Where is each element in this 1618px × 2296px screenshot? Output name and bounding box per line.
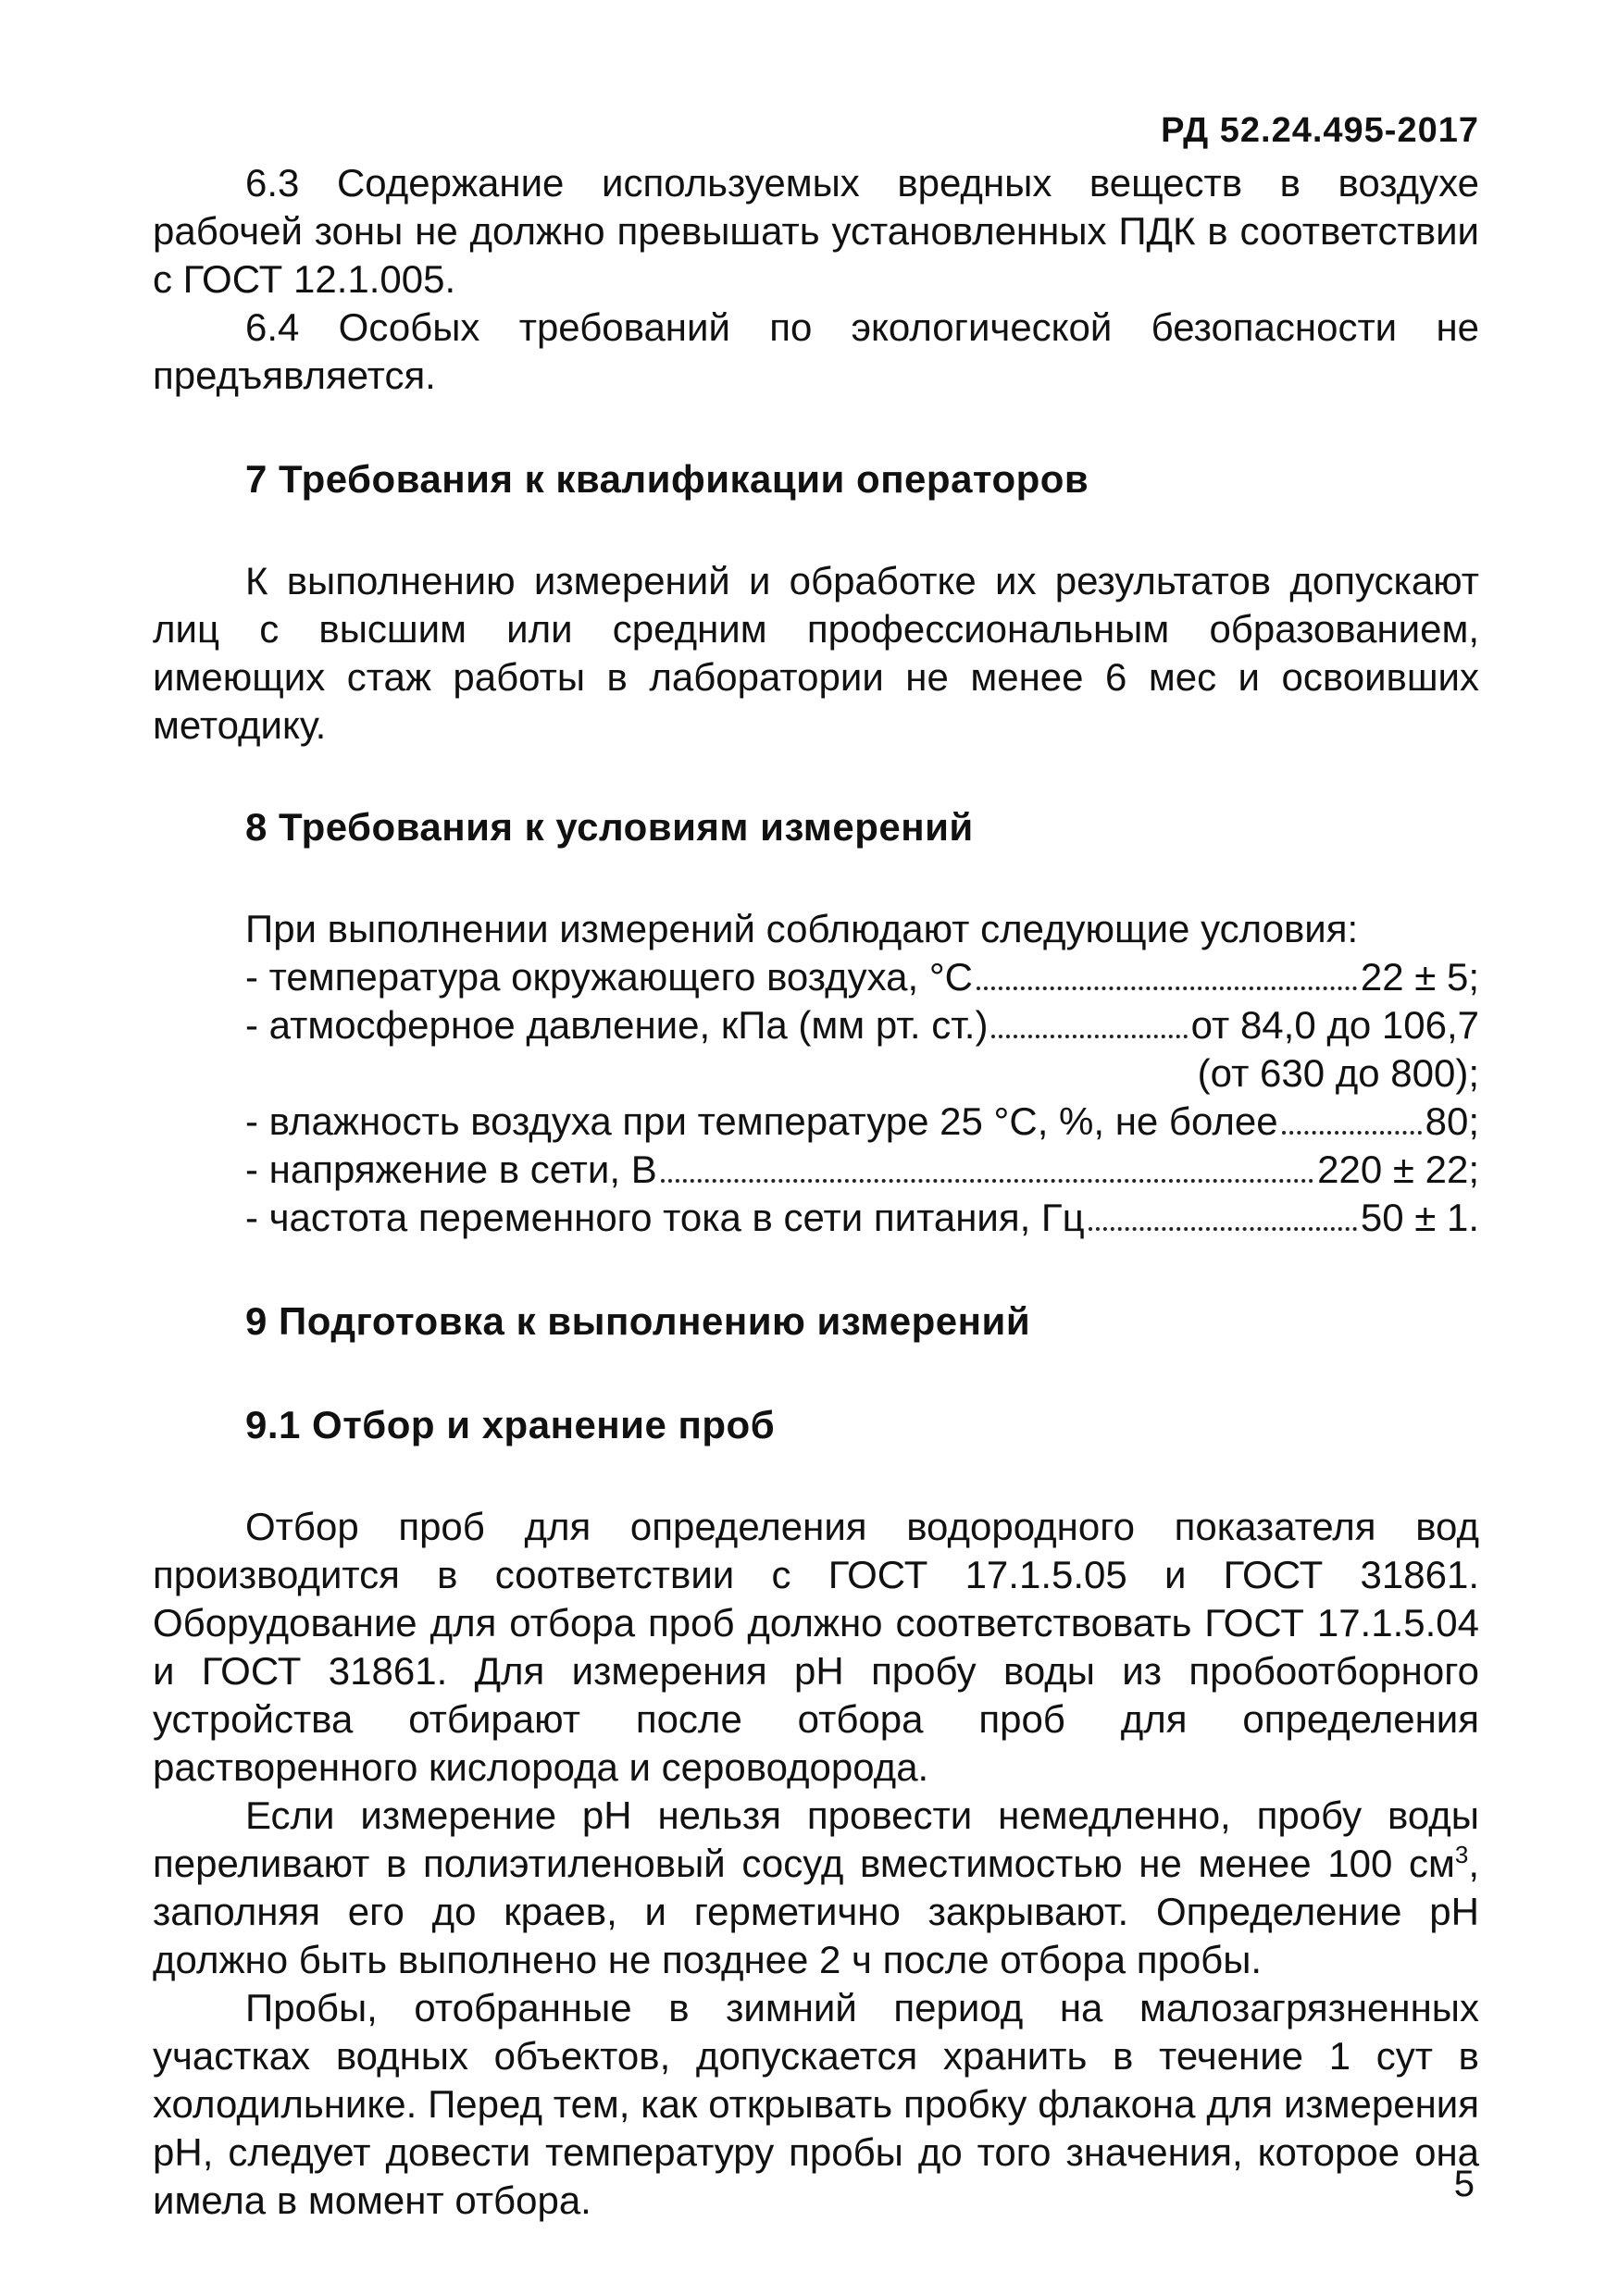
condition-label: - температура окружающего воздуха, °С [245,955,974,999]
condition-pressure-mmhg: (от 630 до 800); [1197,1051,1479,1095]
condition-label: - напряжение в сети, В [245,1148,657,1191]
condition-label: - атмосферное давление, кПа (мм рт. ст.) [245,1003,989,1047]
superscript: 3 [1454,1841,1469,1868]
section-8-title: 8 Требования к условиям измерений [245,805,974,849]
section-7-title: 7 Требования к квалификации операторов [245,457,1089,501]
section-9-1-paragraph-2 [153,1792,1479,1984]
condition-value: 22 ± 5; [1360,955,1479,999]
leader-dots [1282,1103,1422,1135]
condition-temperature [245,953,1479,1001]
condition-pressure [245,1001,1479,1049]
conditions-list [153,905,1479,1242]
leader-dots [991,1007,1187,1038]
section-7-text: К выполнению измерений и обработке их результатов допускают лиц с высшим или средним профессиональным образованием, имеющих стаж работы в лаборатории не менее 6 мес и освоивших методику. [153,559,1479,747]
condition-value: 220 ± 22; [1317,1148,1479,1191]
section-9-1-title: 9.1 Отбор и хранение проб [245,1403,776,1446]
page-number: 5 [1453,2164,1475,2204]
condition-humidity [245,1098,1479,1146]
leader-dots [661,1151,1313,1183]
condition-value: от 84,0 до 106,7 [1190,1003,1479,1047]
condition-value: 50 ± 1. [1360,1196,1479,1239]
condition-value: 80; [1425,1099,1479,1143]
section-9-1-paragraph-1: Отбор проб для определения водородного показателя вод производится в соответствии с ГОСТ 17.1.5.05 и ГОСТ 31861. Оборудование для отбора проб должно соответствовать ГОСТ 17.1.5.04 и ГОСТ 31861. Для измерения рН пробу воды из пробоотборного устройства отбирают после отбора проб для определения растворенного кислорода и сероводорода. [153,1505,1479,1789]
section-9-1-paragraph-3: Пробы, отобранные в зимний период на малозагрязненных участках водных объектов, допускается хранить в течение 1 сут в холодильнике. Перед тем, как открывать пробку флакона для измерения рН, следует довести температуру пробы до того значения, которое она имела в момент отбора. [153,1986,1479,2222]
document-code: РД 52.24.495-2017 [1161,111,1479,150]
condition-frequency [245,1194,1479,1242]
paragraph-6-3: 6.3 Содержание используемых вредных веществ в воздухе рабочей зоны не должно превышать установленных ПДК в соответствии с ГОСТ 12.1.005. [153,161,1479,301]
page-content [153,159,1479,2225]
condition-label: - влажность воздуха при температуре 25 °С, %, не более [245,1099,1278,1143]
paragraph-text: Если измерение рН нельзя провести немедленно, пробу воды переливают в полиэтиленовый сосуд вместимостью не менее 100 см [153,1793,1479,1885]
conditions-intro: При выполнении измерений соблюдают следующие условия: [245,907,1359,950]
section-9-title: 9 Подготовка к выполнению измерений [245,1299,1031,1343]
paragraph-6-4: 6.4 Особых требований по экологической безопасности не предъявляется. [153,305,1479,397]
condition-label: - частота переменного тока в сети питания, Гц [245,1196,1085,1239]
leader-dots [1089,1199,1357,1231]
leader-dots [977,959,1357,990]
condition-voltage [245,1146,1479,1194]
paragraph-text: , заполняя его до краев, и герметично закрывают. Определение рН должно быть выполнено не позднее 2 ч после отбора пробы. [153,1842,1479,1981]
